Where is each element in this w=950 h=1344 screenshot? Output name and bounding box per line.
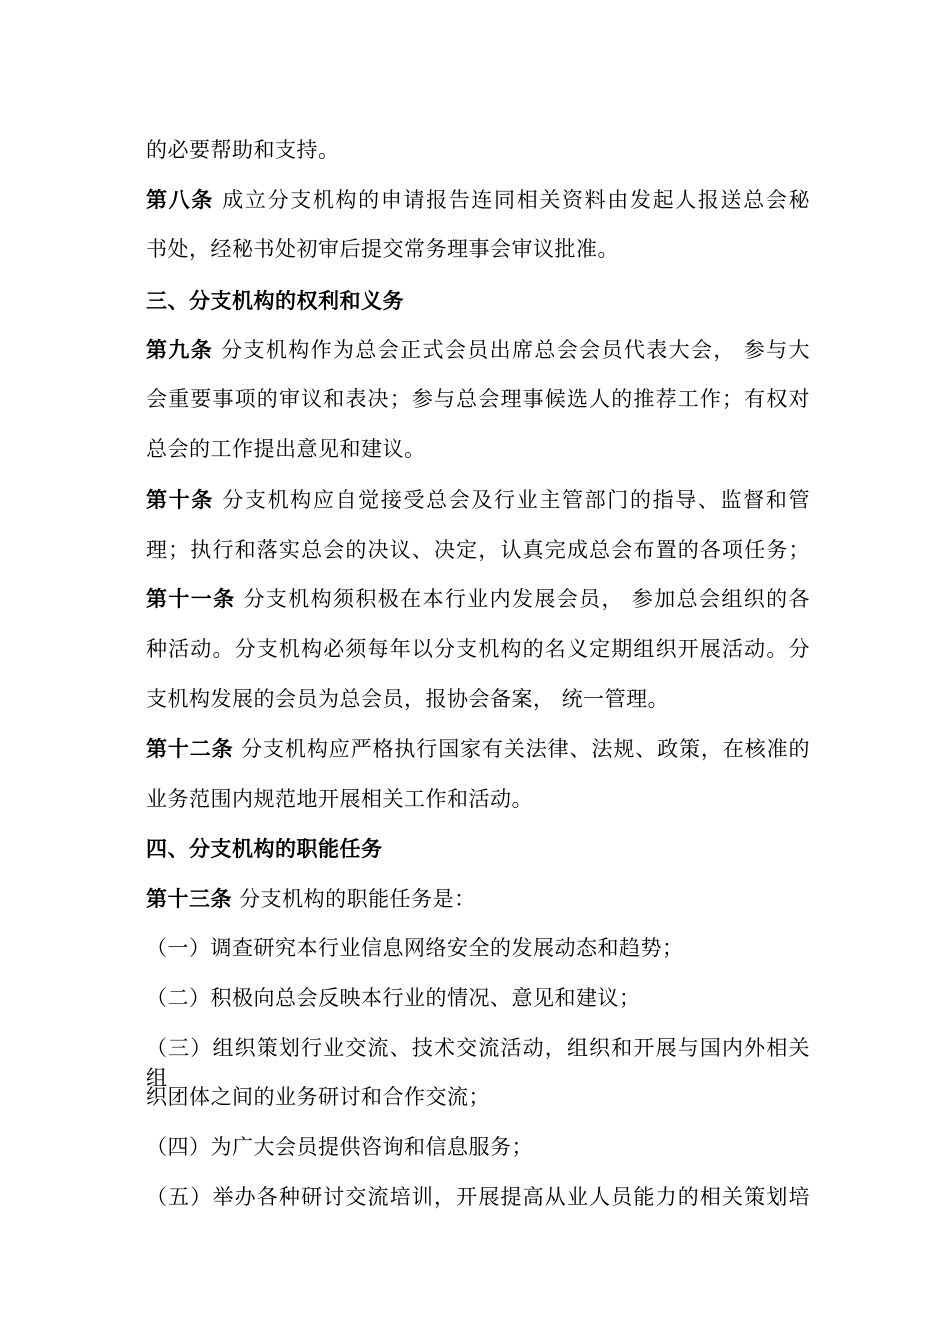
line-text: 分支机构应严格执行国家有关法律、法规、政策，在核准的 [233, 737, 810, 761]
list-item-2 [146, 983, 810, 1013]
article-10-line-1 [146, 485, 810, 515]
line-text: 成立分支机构的申请报告连同相关资料由发起人报送总会秘 [213, 188, 810, 212]
article-label: 第八条 [146, 187, 214, 212]
line-text: （二）积极向总会反映本行业的情况、意见和建议； [146, 986, 641, 1010]
list-item-1 [146, 933, 810, 963]
line-text: 分支机构的职能任务是： [232, 887, 476, 911]
list-item-3-line-2 [146, 1082, 810, 1112]
line-text: 分支机构应自觉接受总会及行业主管部门的指导、监督和管 [213, 488, 810, 512]
article-8-line-1 [146, 185, 810, 215]
article-9-line-1 [146, 335, 810, 365]
article-label: 第十三条 [146, 886, 232, 911]
line-text: 的必要帮助和支持。 [146, 138, 340, 162]
line-text: （三）组织策划行业交流、技术交流活动，组织和开展与国内外相关组 [146, 1036, 810, 1090]
article-label: 第十条 [146, 487, 214, 512]
line-text: 支机构发展的会员为总会员，报协会备案， 统一管理。 [146, 687, 670, 711]
article-12-line-1 [146, 734, 810, 764]
line-text: 理；执行和落实总会的决议、决定，认真完成总会布置的各项任务； [146, 538, 810, 562]
paragraph-line [146, 684, 810, 714]
paragraph-line [146, 234, 810, 264]
line-text: 书处，经秘书处初审后提交常务理事会审议批准。 [146, 237, 619, 261]
line-text: 业务范围内规范地开展相关工作和活动。 [146, 787, 533, 811]
line-text: 分支机构作为总会正式会员出席总会会员代表大会， 参与大 [213, 338, 810, 362]
paragraph-line [146, 535, 810, 565]
line-text: （五）举办各种研讨交流培训，开展提高从业人员能力的相关策划培 [146, 1185, 810, 1209]
article-label: 第九条 [146, 337, 214, 362]
paragraph-line [146, 135, 810, 165]
paragraph-line [146, 384, 810, 414]
list-item-3-line-1 [146, 1033, 810, 1090]
article-label: 第十二条 [146, 736, 234, 761]
paragraph-line [146, 634, 810, 664]
line-text: 种活动。分支机构必须每年以分支机构的名义定期组织开展活动。分 [146, 637, 810, 661]
article-13-line-1 [146, 884, 810, 914]
line-text: （四）为广大会员提供咨询和信息服务； [146, 1135, 533, 1159]
line-text: 织团体之间的业务研讨和合作交流； [146, 1085, 490, 1109]
section-heading-3 [146, 286, 810, 316]
list-item-4 [146, 1132, 810, 1162]
heading-text: 三、分支机构的权利和义务 [146, 288, 404, 313]
article-label: 第十一条 [146, 586, 236, 611]
paragraph-line [146, 784, 810, 814]
line-text: 总会的工作提出意见和建议。 [146, 437, 426, 461]
heading-text: 四、分支机构的职能任务 [146, 836, 383, 861]
line-text: 会重要事项的审议和表决；参与总会理事候选人的推荐工作；有权对 [146, 387, 810, 411]
line-text: （一）调查研究本行业信息网络安全的发展动态和趋势； [146, 936, 684, 960]
line-text: 分支机构须积极在本行业内发展会员， 参加总会组织的各 [235, 587, 811, 611]
paragraph-line [146, 434, 810, 464]
section-heading-4 [146, 834, 810, 864]
article-11-line-1 [146, 584, 810, 614]
list-item-5-line-1 [146, 1182, 810, 1212]
